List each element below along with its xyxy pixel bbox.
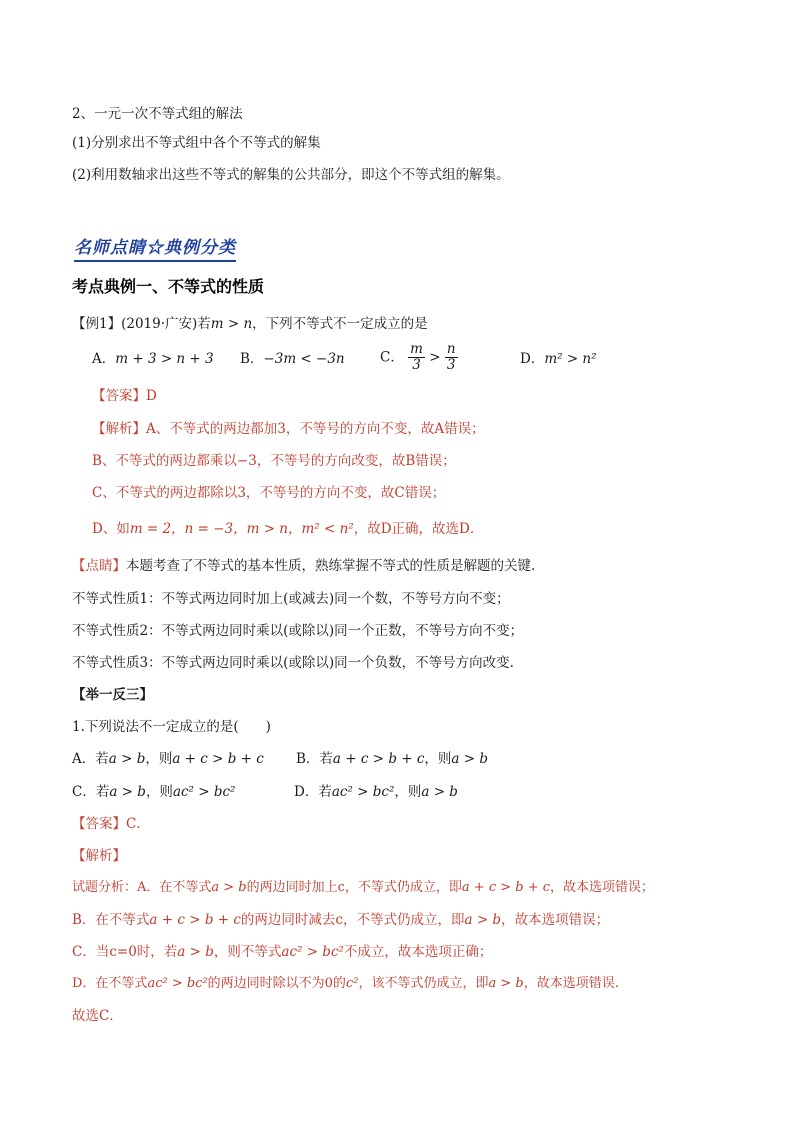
practice-option-c bbox=[72, 783, 235, 801]
practice-analysis-3 bbox=[72, 943, 492, 961]
option-c-op: > bbox=[429, 349, 441, 366]
pa-m2: a + c > b + c bbox=[172, 751, 264, 767]
analysis4-post: ，故D正确，故选D． bbox=[353, 521, 484, 537]
example1-question bbox=[72, 315, 428, 333]
practice-answer-value: C． bbox=[126, 816, 150, 832]
l1-m2: a + c > b + c bbox=[461, 880, 551, 895]
section-title: 名师点睛☆典例分类 bbox=[74, 233, 236, 262]
l2-m2: a > b bbox=[464, 912, 502, 928]
l4-m2: c² bbox=[345, 976, 359, 991]
practice-option-b bbox=[296, 750, 488, 768]
intro-step-1: (1)分别求出不等式组中各个不等式的解集 bbox=[72, 135, 321, 151]
l3-pre: C．当c=0时，若 bbox=[72, 944, 178, 960]
l1-pre: 试题分析：A．在不等式 bbox=[72, 880, 212, 895]
practice-answer-label: 【答案】 bbox=[72, 816, 126, 832]
l2-pre: B．在不等式 bbox=[72, 912, 150, 928]
intro-step-2: (2)利用数轴求出这些不等式的解集的公共部分，即这个不等式组的解集。 bbox=[72, 167, 510, 183]
example1-comment bbox=[72, 557, 535, 575]
question-post: ，下列不等式不一定成立的是 bbox=[252, 316, 428, 332]
l3-m1: a > b bbox=[177, 944, 214, 960]
frac2-den: 3 bbox=[446, 357, 456, 373]
example1-option-b bbox=[240, 350, 345, 368]
l3-m2: ac² > bc² bbox=[281, 944, 344, 960]
answer-label: 【答案】 bbox=[92, 388, 146, 404]
l4-m1: ac² > bc² bbox=[147, 976, 208, 991]
question-condition: m > n bbox=[210, 316, 253, 332]
option-a-expr: m + 3 > n + 3 bbox=[115, 351, 214, 367]
pc-mid: ，则 bbox=[145, 784, 173, 800]
pd-pre: D．若 bbox=[294, 784, 332, 800]
pa-mid: ，则 bbox=[145, 751, 173, 767]
l4-pre: D．在不等式 bbox=[72, 976, 148, 991]
pb-mid: ，则 bbox=[424, 751, 452, 767]
topic-title: 考点典例一、不等式的性质 bbox=[72, 277, 265, 296]
pb-pre: B．若 bbox=[296, 751, 333, 767]
pd-m1: ac² > bc² bbox=[331, 784, 395, 800]
answer-value: D bbox=[146, 388, 157, 404]
example1-analysis-4 bbox=[92, 520, 483, 538]
pd-mid: ，则 bbox=[394, 784, 422, 800]
l2-m1: a + c > b + c bbox=[149, 912, 241, 928]
example1-analysis-2: B、不等式的两边都乘以−3，不等号的方向改变，故B错误； bbox=[92, 453, 456, 469]
l3-mid: ，则不等式 bbox=[213, 944, 282, 960]
practice-option-a bbox=[72, 750, 264, 768]
pa-pre: A．若 bbox=[72, 751, 109, 767]
frac1-num: m bbox=[410, 341, 423, 357]
practice-analysis-4 bbox=[72, 975, 619, 993]
example1-answer bbox=[92, 387, 157, 405]
practice-answer bbox=[72, 815, 150, 833]
practice-heading: 【举一反三】 bbox=[72, 687, 153, 703]
pd-m2: a > b bbox=[421, 784, 458, 800]
option-c-fraction-2 bbox=[445, 342, 458, 373]
example1-label: 【例1】 bbox=[72, 316, 122, 332]
example1-analysis-3: C、不等式的两边都除以3，不等号的方向不变，故C错误； bbox=[92, 485, 446, 501]
option-d-expr: m² > n² bbox=[544, 351, 597, 367]
pc-m2: ac² > bc² bbox=[172, 784, 236, 800]
example1-analysis-1 bbox=[92, 420, 485, 438]
option-c-label: C． bbox=[380, 349, 404, 366]
example1-option-c bbox=[380, 342, 458, 373]
l1-post: ，故本选项错误； bbox=[550, 880, 655, 895]
comment-text: 本题考查了不等式的基本性质，熟练掌握不等式的性质是解题的关键. bbox=[126, 558, 536, 574]
l1-m1: a > b bbox=[211, 880, 247, 895]
property-2: 不等式性质2：不等式两边同时乘以(或除以)同一个正数，不等号方向不变； bbox=[72, 623, 524, 639]
comment-label: 【点睛】 bbox=[72, 558, 126, 574]
example1-option-d bbox=[520, 350, 597, 368]
option-a-label: A． bbox=[92, 351, 116, 367]
example1-source: (2019·广安) bbox=[121, 316, 198, 332]
pc-m1: a > b bbox=[109, 784, 146, 800]
analysis-text-1: A、不等式的两边都加3，不等号的方向不变，故A错误； bbox=[146, 421, 485, 437]
option-c-fraction-1 bbox=[408, 342, 425, 373]
option-d-label: D． bbox=[520, 351, 545, 367]
practice-option-d bbox=[294, 783, 458, 801]
frac2-num: n bbox=[446, 341, 456, 357]
analysis4-math: m = 2，n = −3，m > n，m² < n² bbox=[129, 521, 354, 537]
example1-option-a bbox=[92, 350, 214, 368]
l1-mid: 的两边同时加上c，不等式仍成立，即 bbox=[246, 880, 462, 895]
property-1: 不等式性质1：不等式两边同时加上(或减去)同一个数，不等号方向不变； bbox=[72, 591, 510, 607]
pa-m1: a > b bbox=[108, 751, 146, 767]
practice-analysis-label: 【解析】 bbox=[72, 848, 126, 864]
l4-mid: 的两边同时除以不为0的 bbox=[207, 976, 346, 991]
l4-m3: a > b bbox=[488, 976, 524, 991]
question-pre: 若 bbox=[197, 316, 211, 332]
practice-analysis-1 bbox=[72, 879, 654, 897]
l4-post: ，故本选项错误. bbox=[523, 976, 619, 991]
pc-pre: C．若 bbox=[72, 784, 110, 800]
l3-post: 不成立，故本选项正确； bbox=[343, 944, 493, 960]
pb-m2: a > b bbox=[451, 751, 489, 767]
l2-post: ，故本选项错误； bbox=[501, 912, 610, 928]
pb-m1: a + c > b + c bbox=[332, 751, 425, 767]
frac1-den: 3 bbox=[412, 357, 421, 373]
analysis4-pre: D、如 bbox=[92, 521, 130, 537]
practice-analysis-2 bbox=[72, 911, 609, 929]
property-3: 不等式性质3：不等式两边同时乘以(或除以)同一个负数，不等号方向改变. bbox=[72, 655, 514, 671]
option-b-label: B． bbox=[240, 351, 264, 367]
l2-mid: 的两边同时减去c，不等式仍成立，即 bbox=[240, 912, 465, 928]
practice-conclusion: 故选C． bbox=[72, 1008, 123, 1024]
intro-heading: 2、一元一次不等式组的解法 bbox=[72, 106, 243, 122]
l4-mid2: ，该不等式仍成立，即 bbox=[358, 976, 489, 991]
option-b-expr: −3m < −3n bbox=[263, 351, 345, 367]
practice-question: 1.下列说法不一定成立的是( ) bbox=[72, 719, 271, 735]
analysis-label: 【解析】 bbox=[92, 421, 146, 437]
